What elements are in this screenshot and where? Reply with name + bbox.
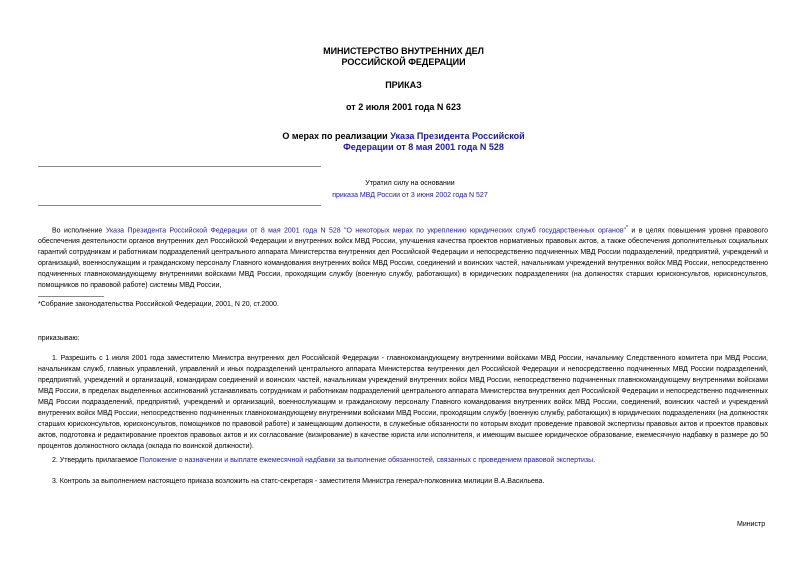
order-item-1: 1. Разрешить с 1 июля 2001 года заместителю Министра внутренних дел Российской Федерации - главнокомандующему внутренними войсками МВД России, начальнику Следственного комитета при МВД России, начальникам служб, главных управлений, управлений и иных подразделений центрального аппарата Министерства внутренних дел Российской Федерации и непосредственно подчиненных МВД России подразделений, предприятий, учреждений и организаций, командирам соединений и воинских частей, начальникам учреждений внутренних войск МВД России, непосредственно подчиненных главнокомандующему внутренними войсками МВД России, в пределах выделенных ассигнований устанавливать сотрудникам и работникам подразделений центрального аппарата Министерства внутренних дел Российской Федерации и непосредственно подчиненных МВД России подразделений, предприятий, учреждений и организаций, военнослужащим и гражданскому персоналу Главного командования внутренних войск МВД России, соединений, воинских частей и учреждений внутренних войск МВД России, непосредственно подчиненных главнокомандующему внутренними войсками МВД России, проходящим службу (военную службу, работающих) в юридических подразделениях (на должностях старших юрисконсультов, юрисконсультов, помощников по правовой работе) и замещающим должности, в служебные обязанности по которым входит проведение правовой экспертизы правовых актов и проектов правовых актов, подготовка и редактирование проектов правовых актов и их согласование (визирование) в качестве юриста или исполнителя, и имеющим высшее юридическое образование, ежемесячную надбавку в размере до 50 процентов должностного оклада (оклада по воинской должности). — [38, 355, 768, 450]
repeal-order-link[interactable]: приказа МВД России от 3 июня 2002 года N 527 — [332, 192, 488, 199]
preamble-body: и в целях повышения уровня правового обеспечения деятельности органов внутренних дел Российской Федерации и внутренних войск МВД России, улучшения качества проектов нормативных правовых актов, а также обеспечения дополнительных социальных гарантий сотрудникам и работникам подразделений центрального аппарата Министерства внутренних дел Российской Федерации и непосредственно подчиненных МВД России подразделений, предприятий, учреждений и организаций, военнослужащим и гражданскому персоналу Главного командования внутренних войск МВД России, соединений и воинских частей, начальникам учреждений внутренних войск МВД России, непосредственно подчиненных главнокомандующему внутренними войсками МВД России, проходящим службу (военную службу, работающих) в юридических подразделениях (на должностях старших юрисконсультов, юрисконсультов, помощников по правовой работе) системы МВД России, — [38, 227, 768, 290]
repeal-note: Утратил силу на основании — [365, 180, 455, 187]
ministry-name-line2: РОССИЙСКОЙ ФЕДЕРАЦИИ — [341, 57, 466, 67]
footnote-text: Собрание законодательства Российской Федерации, 2001, N 20, ст.2000. — [40, 301, 279, 308]
preamble-intro: Во исполнение — [52, 227, 106, 235]
footnote — [38, 300, 279, 310]
document-title — [0, 131, 807, 142]
order-item-2 — [38, 455, 768, 466]
order-item-2-suffix: . — [593, 457, 596, 464]
footnote-reference: * — [626, 225, 628, 231]
document-date-number: от 2 июля 2001 года N 623 — [346, 102, 461, 112]
order-item-2-prefix: 2. Утвердить прилагаемое — [52, 457, 140, 464]
title-prefix: О мерах по реализации — [282, 131, 391, 141]
order-item-3: 3. Контроль за выполнением настоящего приказа возложить на статс-секретаря - заместителя Министра генерал-полковника милиции В.А.Васильева. — [52, 478, 545, 485]
preamble-paragraph — [38, 223, 768, 291]
footnote-mark: * — [38, 301, 41, 308]
regulation-link[interactable]: Положение о назначении и выплате ежемесячной надбавки за выполнение обязанностей, связанных с проведением правовой экспертизы — [139, 457, 594, 464]
order-word: приказываю: — [38, 335, 80, 342]
separator-rule-bottom — [38, 205, 321, 206]
ministry-name-line1: МИНИСТЕРСТВО ВНУТРЕННИХ ДЕЛ — [323, 46, 484, 56]
repeal-note-link-line — [325, 190, 495, 202]
document-title-line2 — [0, 142, 807, 153]
document-type: ПРИКАЗ — [385, 80, 422, 90]
preamble-decree-link[interactable]: Указа Президента Российской Федерации от 8 мая 2001 года N 528 "О некоторых мерах по укреплению юридических служб государственных органов" — [105, 227, 627, 235]
title-decree-link-line2[interactable]: Федерации от 8 мая 2001 года N 528 — [343, 142, 504, 152]
footnote-rule — [38, 296, 104, 297]
separator-rule-top — [38, 166, 321, 167]
title-decree-link-line1[interactable]: Указа Президента Российской — [390, 131, 525, 141]
signature-title: Министр — [737, 521, 766, 528]
